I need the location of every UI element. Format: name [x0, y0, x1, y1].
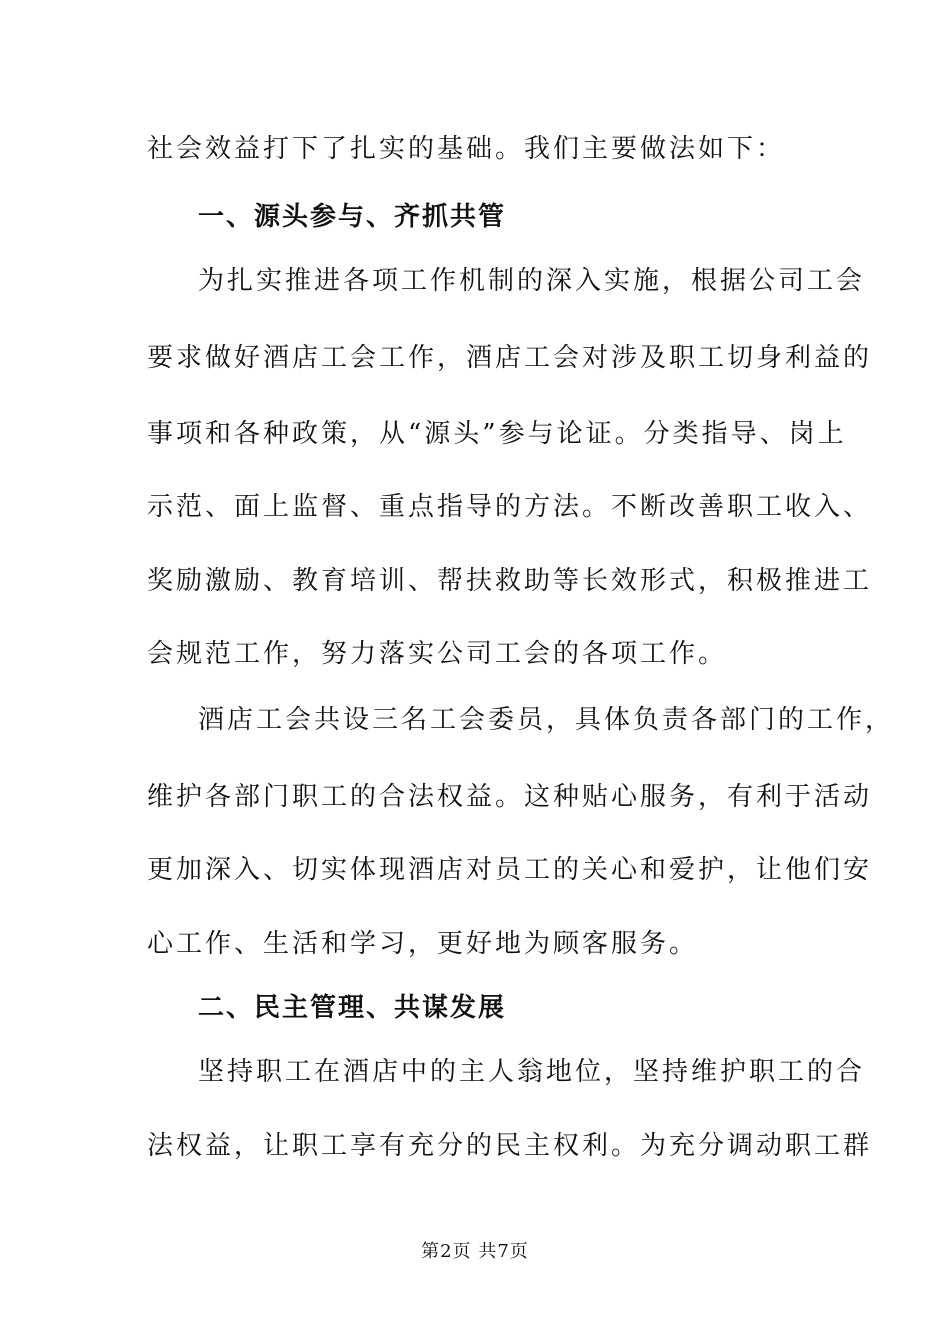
body-text-line: 为扎实推进各项工作机制的深入实施，根据公司工会: [198, 266, 866, 296]
body-text-line: 维护各部门职工的合法权益。这种贴心服务，有利于活动: [147, 782, 873, 812]
body-text-line: 社会效益打下了扎实的基础。我们主要做法如下：: [147, 134, 786, 164]
body-text-line: 更加深入、切实体现酒店对员工的关心和爱护，让他们安: [147, 855, 873, 885]
body-text-line: 法权益，让职工享有充分的民主权利。为充分调动职工群: [147, 1131, 873, 1161]
body-text-line: 示范、面上监督、重点指导的方法。不断改善职工收入、: [147, 492, 873, 522]
body-text-line: 心工作、生活和学习，更好地为顾客服务。: [147, 929, 699, 959]
body-text-line: 酒店工会共设三名工会委员，具体负责各部门的工作，: [198, 705, 895, 735]
section-heading: 二、民主管理、共谋发展: [198, 993, 507, 1023]
body-text-line: 事项和各种政策，从“源头”参与论证。分类指导、岗上: [147, 419, 847, 449]
body-text-line: 会规范工作，努力落实公司工会的各项工作。: [147, 639, 728, 669]
page-number-footer: 第2页 共7页: [421, 1241, 529, 1262]
body-text-line: 要求做好酒店工会工作，酒店工会对涉及职工切身利益的: [147, 343, 873, 373]
body-text-line: 坚持职工在酒店中的主人翁地位，坚持维护职工的合: [198, 1057, 866, 1087]
section-heading: 一、源头参与、齐抓共管: [198, 202, 507, 232]
body-text-line: 奖励激励、教育培训、帮扶救助等长效形式，积极推进工: [147, 566, 873, 596]
